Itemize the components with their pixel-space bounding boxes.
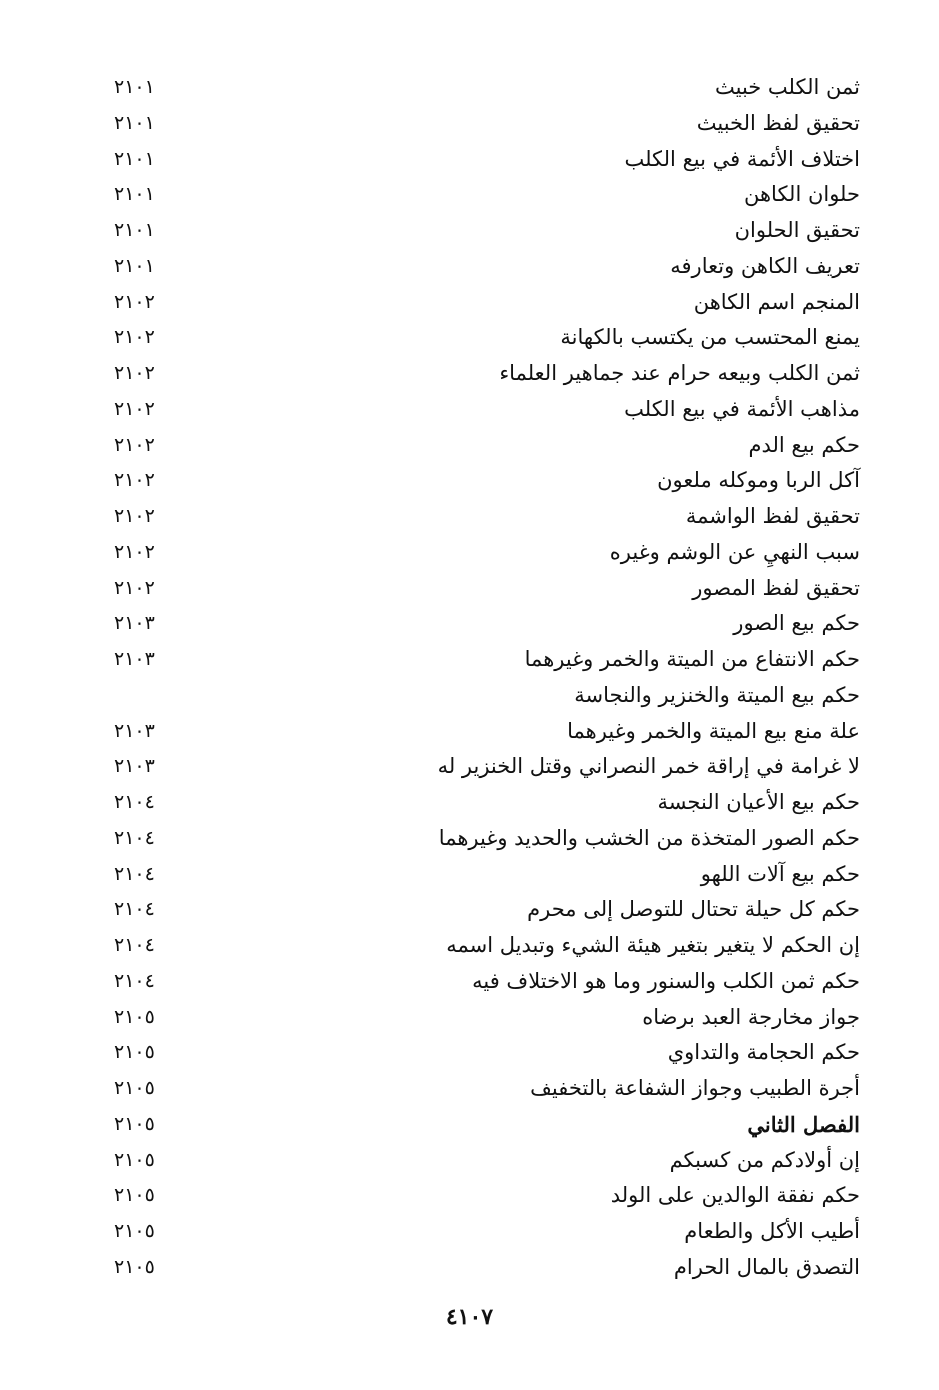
entry-page-number: ٢١٠٥ xyxy=(114,1077,155,1099)
entry-page-number: ٢١٠٥ xyxy=(114,1184,155,1207)
entry-title: حلوان الكاهن xyxy=(743,182,860,207)
entry-title: حكم بيع الدم xyxy=(748,432,860,457)
index-entry xyxy=(100,1250,860,1286)
index-entry xyxy=(100,571,860,607)
index-entry xyxy=(100,499,860,535)
entry-title: حكم كل حيلة تحتال للتوصل إلى محرم xyxy=(527,897,860,922)
index-entry xyxy=(100,285,860,321)
index-entry xyxy=(100,106,860,142)
entry-page-number: ٢١٠٣ xyxy=(114,648,155,670)
index-entry xyxy=(100,142,860,178)
entry-page-number: ٢١٠٢ xyxy=(114,290,155,313)
entry-title: يمنع المحتسب من يكتسب بالكهانة xyxy=(560,325,860,350)
entry-page-number: ٢١٠٢ xyxy=(114,469,155,492)
entry-page-number: ٢١٠٣ xyxy=(114,612,155,635)
entry-title: تحقيق الحلوان xyxy=(734,218,860,242)
entry-page-number: ٢١٠٤ xyxy=(114,934,155,956)
entry-title: أطيب الأكل والطعام xyxy=(684,1219,860,1243)
entry-title: تعريف الكاهن وتعارفه xyxy=(670,253,860,278)
entry-page-number: ٢١٠٢ xyxy=(114,540,155,563)
entry-page-number: ٢١٠٤ xyxy=(114,791,155,813)
entry-page-number: ٢١٠٤ xyxy=(114,826,155,849)
entry-title: اختلاف الأئمة في بيع الكلب xyxy=(624,146,860,171)
entry-page-number: ٢١٠٥ xyxy=(114,1112,155,1135)
index-entry xyxy=(100,177,860,213)
index-entry xyxy=(100,749,860,785)
entry-title: حكم نفقة الوالدين على الولد xyxy=(610,1183,860,1208)
entry-title: حكم الانتفاع من الميتة والخمر وغيرهما xyxy=(524,647,860,671)
entry-title: جواز مخارجة العبد برضاه xyxy=(642,1004,860,1029)
entry-title: حكم الصور المتخذة من الخشب والحديد وغيرهما xyxy=(438,825,860,850)
index-entry xyxy=(100,1143,860,1179)
index-entry xyxy=(100,1000,860,1036)
entry-page-number: ٢١٠٥ xyxy=(114,1041,155,1064)
entry-title: تحقيق لفظ الواشمة xyxy=(685,504,860,528)
entry-title: ثمن الكلب خبيث xyxy=(714,75,860,99)
entry-page-number: ٢١٠٤ xyxy=(114,862,155,885)
entry-title: تحقيق لفظ المصور xyxy=(692,575,860,600)
entry-page-number: ٢١٠٢ xyxy=(114,362,155,384)
page-number: ٤١٠٧ xyxy=(445,1304,494,1330)
index-entry xyxy=(100,821,860,857)
index-entry xyxy=(100,928,860,964)
entry-title: حكم بيع الميتة والخنزير والنجاسة xyxy=(574,682,860,707)
index-entry xyxy=(100,1107,860,1143)
index-entry xyxy=(100,320,860,356)
entry-page-number: ٢١٠٢ xyxy=(114,326,155,349)
entry-page-number: ٢١٠٥ xyxy=(114,1005,155,1028)
index-entry xyxy=(100,857,860,893)
entry-page-number: ٢١٠٥ xyxy=(114,1148,155,1171)
index-entry xyxy=(100,964,860,1000)
index-entry xyxy=(100,356,860,392)
entry-title: إن الحكم لا يتغير بتغير هيئة الشيء وتبديل اسمه xyxy=(446,933,860,957)
entry-page-number: ٢١٠٢ xyxy=(114,397,155,420)
index-entry xyxy=(100,463,860,499)
index-entry xyxy=(100,1178,860,1214)
index-entry xyxy=(100,428,860,464)
entry-page-number: ٢١٠١ xyxy=(114,147,155,170)
index-entry xyxy=(100,213,860,249)
entry-page-number: ٢١٠١ xyxy=(114,219,155,241)
entry-title: حكم الحجامة والتداوي xyxy=(667,1040,860,1065)
index-entry xyxy=(100,1071,860,1107)
entry-page-number: ٢١٠٥ xyxy=(114,1255,155,1278)
index-entry xyxy=(100,678,860,714)
entry-page-number: ٢١٠١ xyxy=(114,111,155,134)
entry-title: أجرة الطبيب وجواز الشفاعة بالتخفيف xyxy=(530,1076,860,1100)
index-entry xyxy=(100,535,860,571)
entry-page-number: ٢١٠١ xyxy=(114,76,155,98)
index-entry xyxy=(100,249,860,285)
entry-title: حكم ثمن الكلب والسنور وما هو الاختلاف فيه xyxy=(472,968,860,993)
index-entry xyxy=(100,392,860,428)
index-entry xyxy=(100,785,860,821)
entry-page-number: ٢١٠٥ xyxy=(114,1220,155,1242)
index-entry xyxy=(100,70,860,106)
index-entry xyxy=(100,1214,860,1250)
entry-title: حكم بيع الصور xyxy=(733,611,860,636)
entry-page-number: ٢١٠٣ xyxy=(114,755,155,778)
entry-page-number: ٢١٠٢ xyxy=(114,576,155,599)
entry-title: حكم بيع الأعيان النجسة xyxy=(657,790,860,814)
index-entry xyxy=(100,642,860,678)
entry-title: تحقيق لفظ الخبيث xyxy=(696,110,860,135)
section-heading: الفصل الثاني xyxy=(747,1111,860,1137)
entry-page-number: ٢١٠١ xyxy=(114,254,155,277)
entry-page-number: ٢١٠٢ xyxy=(114,505,155,527)
index-entry xyxy=(100,892,860,928)
entry-title: التصدق بالمال الحرام xyxy=(673,1254,860,1279)
entry-title: سبب النهيِ عن الوشم وغيره xyxy=(609,539,860,564)
index-entry xyxy=(100,1035,860,1071)
entry-title: لا غرامة في إراقة خمر النصراني وقتل الخنزير له xyxy=(437,754,860,779)
entry-title: المنجم اسم الكاهن xyxy=(693,289,860,314)
entry-title: مذاهب الأئمة في بيع الكلب xyxy=(624,396,860,421)
entry-page-number: ٢١٠٤ xyxy=(114,969,155,992)
entry-title: حكم بيع آلات اللهو xyxy=(700,861,860,886)
entry-title: ثمن الكلب وبيعه حرام عند جماهير العلماء xyxy=(499,361,860,385)
entry-page-number: ٢١٠٢ xyxy=(114,433,155,456)
entry-page-number: ٢١٠١ xyxy=(114,183,155,206)
entry-page-number: ٢١٠٤ xyxy=(114,898,155,921)
entry-title: علة منع بيع الميتة والخمر وغيرهما xyxy=(567,718,860,743)
index-list xyxy=(100,70,860,1286)
index-entry xyxy=(100,714,860,750)
entry-title: آكل الربا وموكله ملعون xyxy=(657,468,860,493)
index-entry xyxy=(100,606,860,642)
entry-title: إن أولادكم من كسبكم xyxy=(669,1147,860,1172)
entry-page-number: ٢١٠٣ xyxy=(114,719,155,742)
